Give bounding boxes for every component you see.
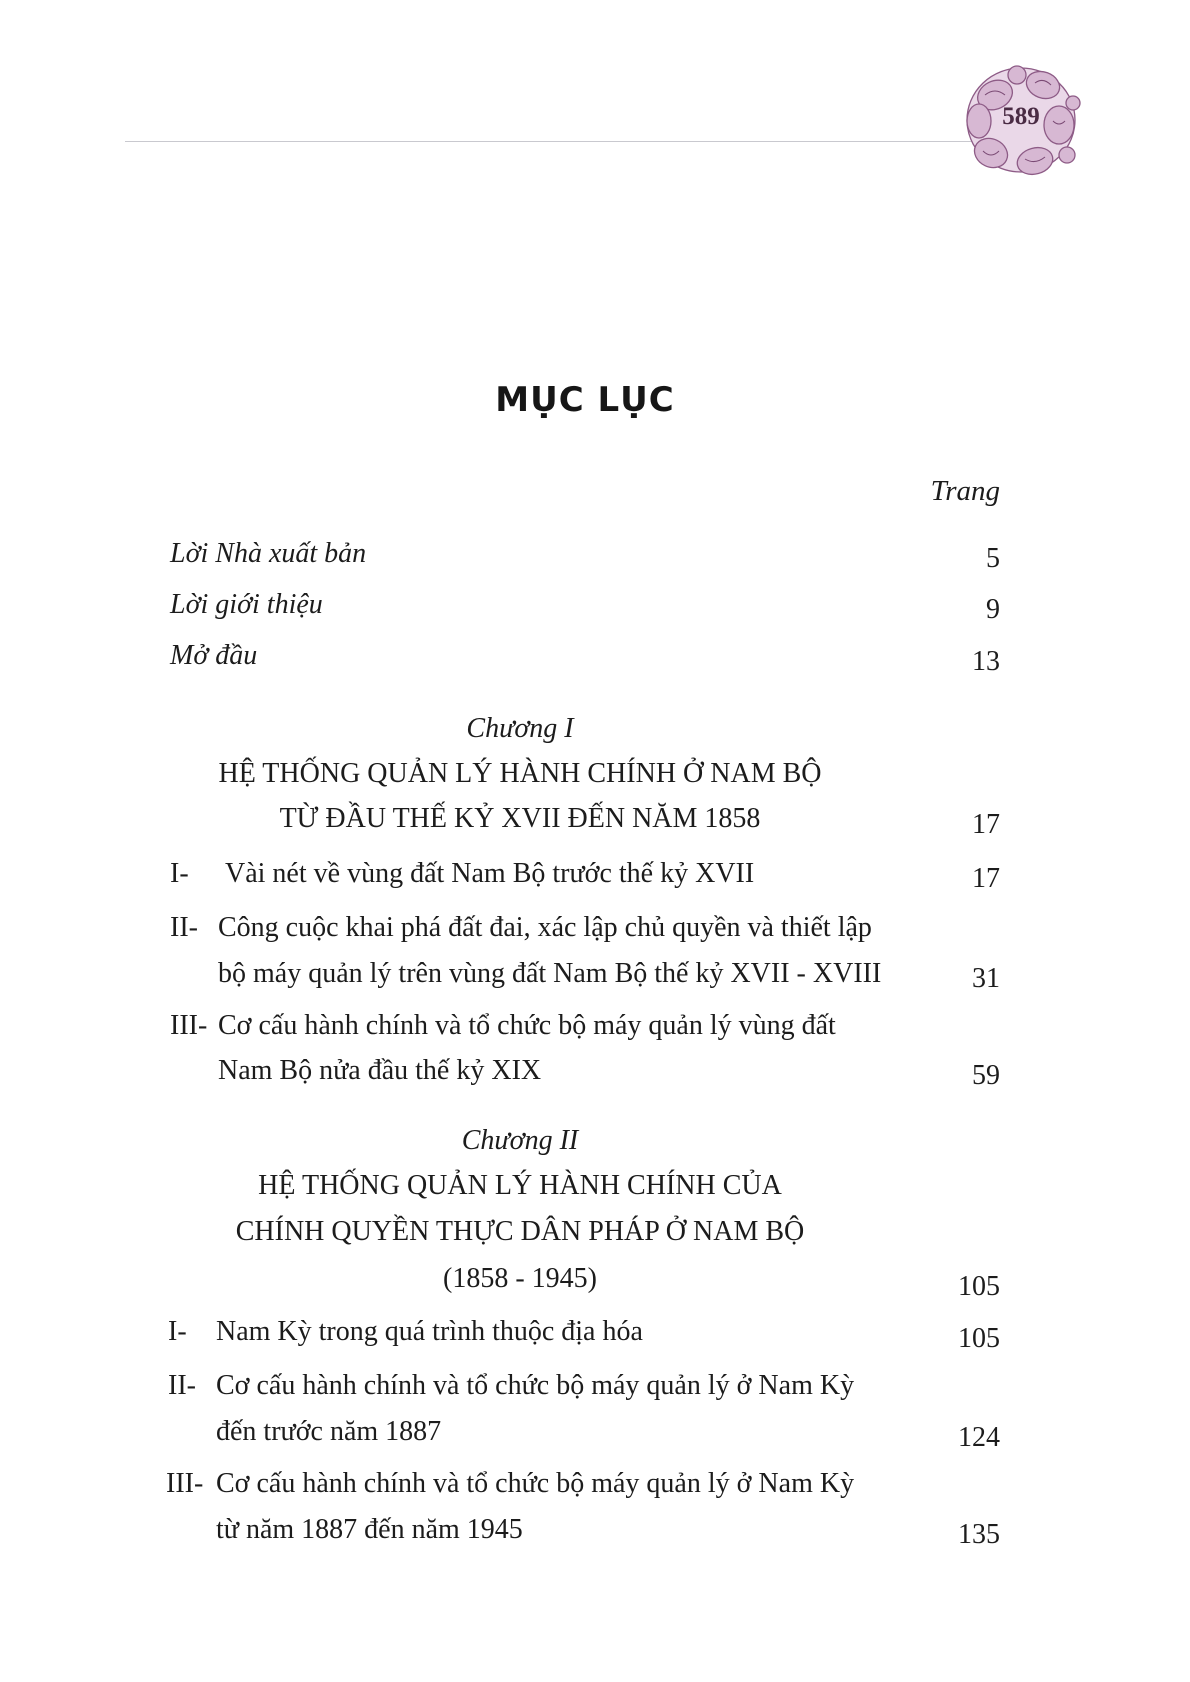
section-numeral: II- — [168, 1370, 196, 1401]
section-page: 105 — [958, 1323, 1000, 1354]
section-title-line: Nam Bộ nửa đầu thế kỷ XIX — [218, 1055, 542, 1086]
section-numeral: II- — [170, 912, 198, 943]
page-number: 589 — [1002, 103, 1040, 130]
chapter-title-line: HỆ THỐNG QUẢN LÝ HÀNH CHÍNH Ở NAM BỘ — [218, 758, 822, 789]
front-matter-page: 13 — [972, 646, 1000, 677]
section-numeral: III- — [170, 1010, 208, 1041]
front-matter-title: Lời Nhà xuất bản — [170, 538, 367, 569]
chapter-page: 17 — [972, 809, 1000, 840]
section-page: 135 — [958, 1519, 1000, 1550]
front-matter-title: Mở đầu — [170, 640, 258, 671]
front-matter-page: 9 — [986, 594, 1000, 625]
section-page: 124 — [958, 1422, 1000, 1453]
section-title-line: bộ máy quản lý trên vùng đất Nam Bộ thế kỷ XVII - XVIII — [218, 958, 882, 989]
section-numeral: I- — [170, 858, 189, 889]
section-title-line: Vài nét về vùng đất Nam Bộ trước thế kỷ XVII — [225, 858, 755, 889]
chapter-title-line: CHÍNH QUYỀN THỰC DÂN PHÁP Ở NAM BỘ — [235, 1216, 805, 1247]
section-numeral: III- — [166, 1468, 204, 1499]
toc-title: MỤC LỤC — [495, 380, 675, 420]
front-matter-title: Lời giới thiệu — [170, 589, 323, 620]
chapter-title-line: (1858 - 1945) — [443, 1263, 597, 1294]
section-title-line: từ năm 1887 đến năm 1945 — [216, 1514, 523, 1545]
page-column-header: Trang — [930, 475, 1000, 507]
section-page: 31 — [972, 963, 1000, 994]
section-title-line: Nam Kỳ trong quá trình thuộc địa hóa — [216, 1316, 643, 1347]
section-numeral: I- — [168, 1316, 187, 1347]
section-title-line: đến trước năm 1887 — [216, 1416, 442, 1447]
section-title-line: Công cuộc khai phá đất đai, xác lập chủ quyền và thiết lập — [218, 912, 872, 943]
section-page: 59 — [972, 1060, 1000, 1091]
chapter-title-line: TỪ ĐẦU THẾ KỶ XVII ĐẾN NĂM 1858 — [279, 803, 761, 834]
chapter-label: Chương I — [466, 713, 574, 744]
section-title-line: Cơ cấu hành chính và tổ chức bộ máy quản lý ở Nam Kỳ — [216, 1468, 855, 1499]
chapter-title-line: HỆ THỐNG QUẢN LÝ HÀNH CHÍNH CỦA — [258, 1170, 782, 1201]
front-matter-page: 5 — [986, 543, 1000, 574]
section-page: 17 — [972, 863, 1000, 894]
chapter-page: 105 — [958, 1271, 1000, 1302]
header-rule — [125, 141, 975, 142]
section-title-line: Cơ cấu hành chính và tổ chức bộ máy quản lý ở Nam Kỳ — [216, 1370, 855, 1401]
section-title-line: Cơ cấu hành chính và tổ chức bộ máy quản lý vùng đất — [218, 1010, 836, 1041]
chapter-label: Chương II — [461, 1125, 579, 1156]
